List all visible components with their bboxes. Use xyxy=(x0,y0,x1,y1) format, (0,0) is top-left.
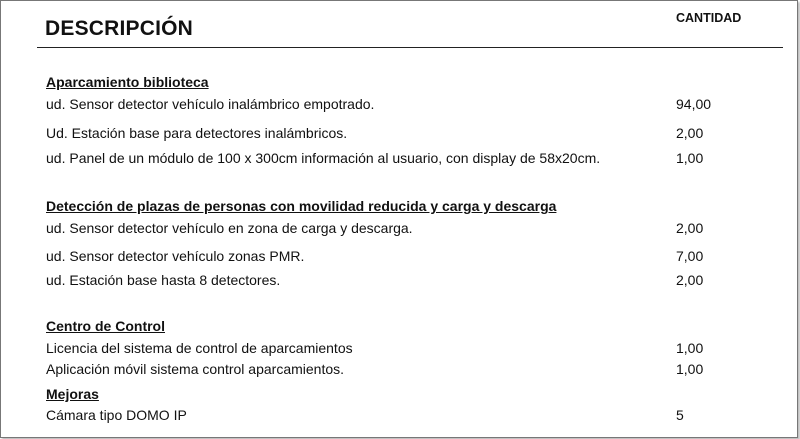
section-title-aparcamiento-biblioteca: Aparcamiento biblioteca xyxy=(46,74,209,90)
item-quantity: 2,00 xyxy=(676,220,704,236)
item-quantity: 7,00 xyxy=(676,248,704,264)
item-description: ud. Panel de un módulo de 100 x 300cm información al usuario, con display de 58x20cm. xyxy=(46,150,601,166)
item-description: Licencia del sistema de control de aparcamientos xyxy=(46,340,353,356)
item-quantity: 94,00 xyxy=(676,96,712,112)
item-description: Aplicación móvil sistema control aparcamientos. xyxy=(46,361,345,377)
item-quantity: 2,00 xyxy=(676,125,704,141)
item-quantity: 1,00 xyxy=(676,340,704,356)
item-description: Ud. Estación base para detectores inalámbricos. xyxy=(46,125,348,141)
section-title-deteccion-plazas: Detección de plazas de personas con movilidad reducida y carga y descarga xyxy=(46,198,557,214)
page-title: DESCRIPCIÓN xyxy=(45,17,194,40)
section-title-centro-de-control: Centro de Control xyxy=(46,318,165,334)
item-description: ud. Sensor detector vehículo zonas PMR. xyxy=(46,248,305,264)
item-description: ud. Sensor detector vehículo en zona de carga y descarga. xyxy=(46,220,413,236)
item-description: ud. Estación base hasta 8 detectores. xyxy=(46,272,281,288)
quantity-column-header: CANTIDAD xyxy=(676,11,742,25)
item-quantity: 2,00 xyxy=(676,272,704,288)
item-quantity: 5 xyxy=(676,407,684,423)
section-title-mejoras: Mejoras xyxy=(46,386,99,402)
item-quantity: 1,00 xyxy=(676,150,704,166)
item-quantity: 1,00 xyxy=(676,361,704,377)
item-description: ud. Sensor detector vehículo inalámbrico empotrado. xyxy=(46,96,375,112)
header-divider xyxy=(37,47,783,48)
item-description: Cámara tipo DOMO IP xyxy=(46,407,187,423)
